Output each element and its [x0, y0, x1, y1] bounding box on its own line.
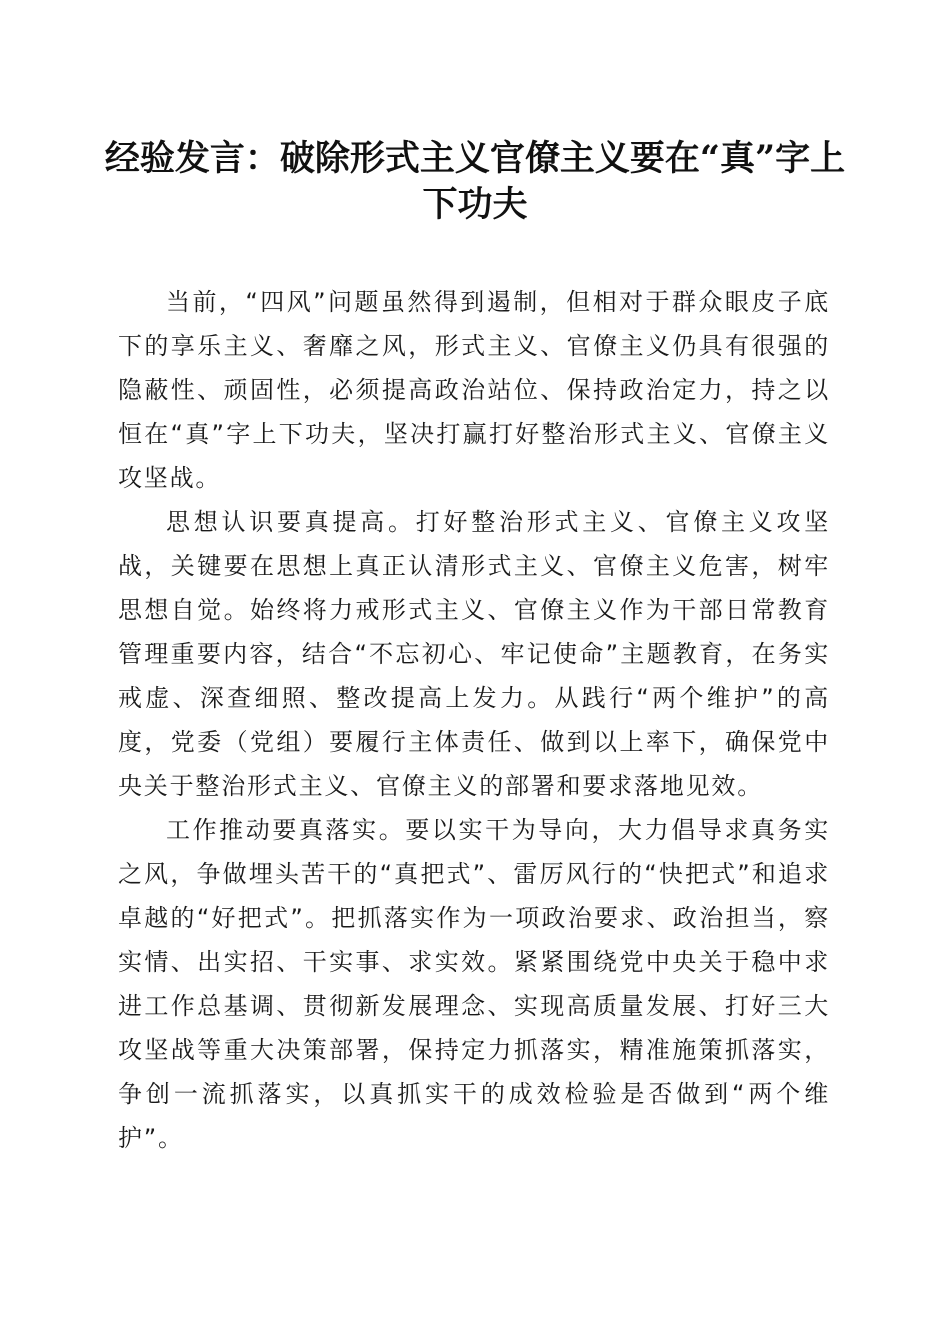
paragraph-intro: 当前，“四风”问题虽然得到遏制，但相对于群众眼皮子底下的享乐主义、奢靡之风，形式主义、官僚主义仍具有很强的隐蔽性、顽固性，必须提高政治站位、保持政治定力，持之以恒在“真”字上下功夫，坚决打赢打好整治形式主义、官僚主义攻坚战。 — [118, 288, 830, 492]
document-body — [118, 280, 830, 1160]
document-title: 经验发言：破除形式主义官僚主义要在“真”字上下功夫 — [104, 138, 846, 225]
paragraph-implementation: 工作推动要真落实。要以实干为导向，大力倡导求真务实之风，争做埋头苦干的“真把式”、雷厉风行的“快把式”和追求卓越的“好把式”。把抓落实作为一项政治要求、政治担当，察实情、出实招、干实事、求实效。紧紧围绕党中央关于稳中求进工作总基调、贯彻新发展理念、实现高质量发展、打好三大攻坚战等重大决策部署，保持定力抓落实，精准施策抓落实，争创一流抓落实，以真抓实干的成效检验是否做到“两个维护”。 — [118, 816, 830, 1152]
paragraph-thinking: 思想认识要真提高。打好整治形式主义、官僚主义攻坚战，关键要在思想上真正认清形式主义、官僚主义危害，树牢思想自觉。始终将力戒形式主义、官僚主义作为干部日常教育管理重要内容，结合“不忘初心、牢记使命”主题教育，在务实戒虚、深查细照、整改提高上发力。从践行“两个维护”的高度，党委（党组）要履行主体责任、做到以上率下，确保党中央关于整治形式主义、官僚主义的部署和要求落地见效。 — [118, 508, 830, 800]
